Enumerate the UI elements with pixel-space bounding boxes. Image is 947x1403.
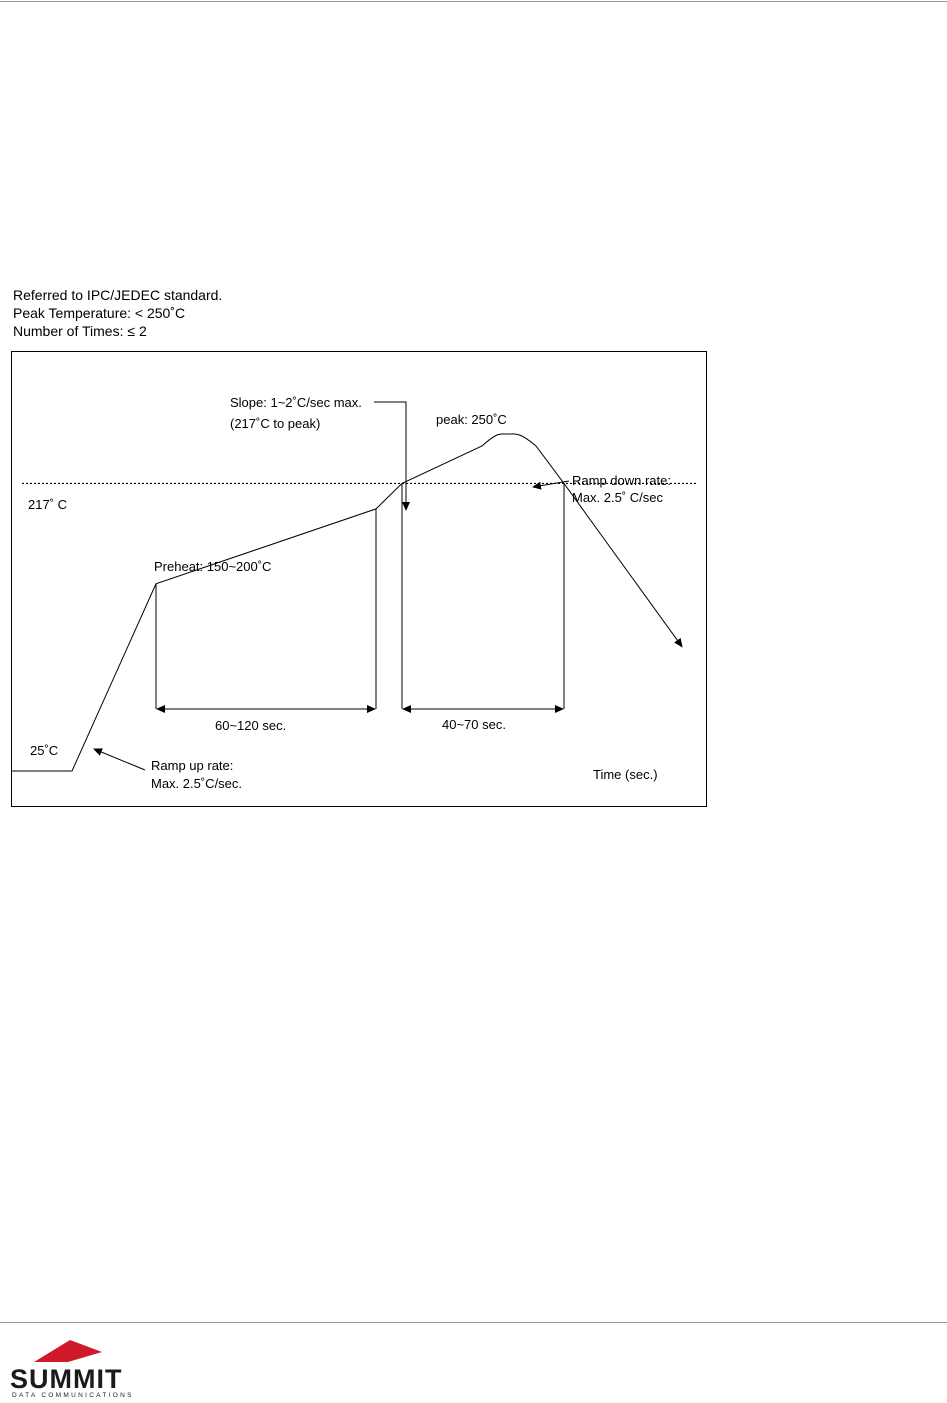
x-axis-label: Time (sec.): [593, 767, 658, 782]
peak-label: peak: 250˚C: [436, 412, 507, 427]
summit-logo-mark: [10, 1336, 150, 1366]
reflow-profile-chart: [11, 351, 707, 807]
header-rule: [0, 1, 947, 2]
slope-label-line2: (217˚C to peak): [230, 416, 321, 431]
notes-number-of-times: Number of Times: ≤ 2: [13, 323, 147, 339]
logo-subtitle: DATA COMMUNICATIONS: [12, 1392, 134, 1399]
ramp-up-pointer-arrow: [94, 749, 145, 770]
ramp-up-label-line1: Ramp up rate:: [151, 758, 234, 773]
slope-pointer-arrow: [374, 402, 406, 510]
ramp-down-label-line2: Max. 2.5˚ C/sec: [572, 490, 664, 505]
notes-peak-temperature: Peak Temperature: < 250˚C: [13, 305, 186, 321]
preheat-duration-label: 60~120 sec.: [215, 718, 287, 733]
ramp-up-label-line2: Max. 2.5˚C/sec.: [151, 776, 243, 791]
ramp-down-label-line1: Ramp down rate:: [572, 473, 671, 488]
start-temp-label: 25˚C: [30, 743, 59, 758]
notes-standard: Referred to IPC/JEDEC standard.: [13, 287, 223, 303]
summit-logo: [10, 1336, 150, 1400]
footer-rule: [0, 1322, 947, 1323]
logo-wordmark: SUMMIT: [10, 1364, 123, 1394]
preheat-label: Preheat: 150~200˚C: [154, 559, 272, 574]
reflow-profile-svg: [12, 352, 708, 808]
threshold-label: 217˚ C: [28, 497, 68, 512]
slope-label-line1: Slope: 1~2˚C/sec max.: [230, 395, 362, 410]
reflow-notes: [13, 286, 222, 340]
liquidus-duration-label: 40~70 sec.: [442, 717, 506, 732]
